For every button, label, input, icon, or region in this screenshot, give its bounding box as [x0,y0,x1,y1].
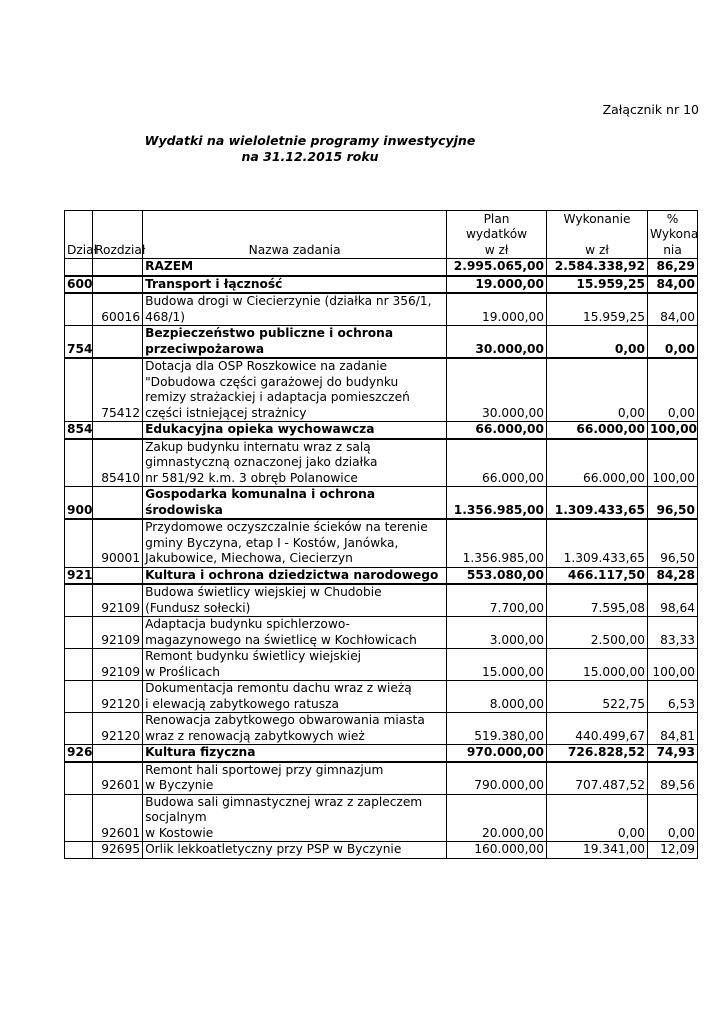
item-wykonanie: 7.595,08 [547,584,648,617]
item-row [65,584,698,617]
section-plan: 970.000,00 [447,745,547,762]
item-row [65,358,698,422]
item-plan: 15.000,00 [447,649,547,681]
section-wykonanie: 15.959,25 [547,276,648,294]
item-plan: 519.380,00 [447,713,547,745]
item-plan: 19.000,00 [447,293,547,326]
item-name: Remont budynku świetlicy wiejskiej w Proślicach [143,649,447,681]
item-name: Budowa świetlicy wiejskiej w Chudobie (Fundusz sołecki) [143,584,447,617]
item-dzial [65,649,93,681]
section-procent: 100,00 [648,422,698,439]
section-rozdzial [93,487,143,520]
item-dzial [65,439,93,487]
item-dzial [65,519,93,567]
item-name: Dotacja dla OSP Roszkowice na zadanie "Dobudowa części garażowej do budynku remizy strażackiej i adaptacja pomieszczeń części istniejącej strażnicy [143,358,447,422]
title-line-2: na 31.12.2015 roku [241,149,379,164]
item-wykonanie: 19.341,00 [547,842,648,859]
item-row [65,681,698,713]
total-wykonanie: 2.584.338,92 [547,259,648,276]
item-dzial [65,794,93,842]
item-procent: 6,53 [648,681,698,713]
section-name: Kultura i ochrona dziedzictwa narodowego [143,567,447,584]
item-wykonanie: 15.000,00 [547,649,648,681]
item-plan: 1.356.985,00 [447,519,547,567]
section-plan: 553.080,00 [447,567,547,584]
section-row [65,276,698,294]
section-wykonanie: 726.828,52 [547,745,648,762]
section-plan: 66.000,00 [447,422,547,439]
item-procent: 84,00 [648,293,698,326]
item-dzial [65,293,93,326]
item-rozdzial: 92109 [93,617,143,649]
item-wykonanie: 707.487,52 [547,762,648,795]
section-plan: 1.356.985,00 [447,487,547,520]
section-wykonanie: 466.117,50 [547,567,648,584]
item-rozdzial: 90001 [93,519,143,567]
item-name: Zakup budynku internatu wraz z salą gimnastyczną oznaczonej jako działka nr 581/92 k.m. 3 obręb Polanowice [143,439,447,487]
item-dzial [65,681,93,713]
table-header-row [65,211,698,259]
item-plan: 7.700,00 [447,584,547,617]
item-row [65,293,698,326]
section-name: Bezpieczeństwo publiczne i ochrona przeciwpożarowa [143,326,447,359]
item-plan: 8.000,00 [447,681,547,713]
header-procent: % Wykona nia [648,211,698,259]
item-wykonanie: 2.500,00 [547,617,648,649]
item-name: Dokumentacja remontu dachu wraz z wieżą i elewacją zabytkowego ratusza [143,681,447,713]
item-name: Budowa sali gimnastycznej wraz z zapleczem socjalnym w Kostowie [143,794,447,842]
header-plan: Plan wydatków w zł [447,211,547,259]
item-rozdzial: 92109 [93,584,143,617]
item-procent: 84,81 [648,713,698,745]
section-dzial: 600 [65,276,93,294]
item-wykonanie: 440.499,67 [547,713,648,745]
item-row [65,762,698,795]
item-procent: 83,33 [648,617,698,649]
item-rozdzial: 85410 [93,439,143,487]
item-row [65,519,698,567]
section-plan: 19.000,00 [447,276,547,294]
total-row [65,259,698,276]
section-name: Kultura fizyczna [143,745,447,762]
section-dzial: 900 [65,487,93,520]
section-procent: 0,00 [648,326,698,359]
item-rozdzial: 92601 [93,762,143,795]
item-procent: 100,00 [648,649,698,681]
item-procent: 96,50 [648,519,698,567]
section-row [65,326,698,359]
section-dzial: 921 [65,567,93,584]
section-wykonanie: 66.000,00 [547,422,648,439]
item-rozdzial: 92695 [93,842,143,859]
document-title [0,133,620,165]
item-row [65,649,698,681]
item-plan: 160.000,00 [447,842,547,859]
item-name: Przydomowe oczyszczalnie ścieków na terenie gminy Byczyna, etap I - Kostów, Janówka, Jakubowice, Miechowa, Ciecierzyn [143,519,447,567]
item-wykonanie: 522,75 [547,681,648,713]
expenditure-table [64,210,698,859]
section-name: Gospodarka komunalna i ochrona środowiska [143,487,447,520]
item-wykonanie: 0,00 [547,794,648,842]
total-name: RAZEM [143,259,447,276]
section-name: Edukacyjna opieka wychowawcza [143,422,447,439]
item-row [65,794,698,842]
item-rozdzial: 92120 [93,681,143,713]
item-rozdzial: 92109 [93,649,143,681]
item-name: Budowa drogi w Ciecierzynie (działka nr 356/1, 468/1) [143,293,447,326]
item-procent: 0,00 [648,358,698,422]
section-procent: 74,93 [648,745,698,762]
item-rozdzial: 75412 [93,358,143,422]
item-wykonanie: 15.959,25 [547,293,648,326]
item-wykonanie: 66.000,00 [547,439,648,487]
item-rozdzial: 60016 [93,293,143,326]
section-rozdzial [93,276,143,294]
item-name: Orlik lekkoatletyczny przy PSP w Byczynie [143,842,447,859]
item-row [65,617,698,649]
item-procent: 12,09 [648,842,698,859]
item-row [65,439,698,487]
section-procent: 96,50 [648,487,698,520]
section-wykonanie: 0,00 [547,326,648,359]
header-dzial: Dział [65,211,93,259]
section-rozdzial [93,326,143,359]
item-name: Adaptacja budynku spichlerzowo- magazynowego na świetlicę w Kochłowicach [143,617,447,649]
header-wykonanie: Wykonanie w zł [547,211,648,259]
section-row [65,487,698,520]
item-name: Remont hali sportowej przy gimnazjum w Byczynie [143,762,447,795]
section-dzial: 754 [65,326,93,359]
item-procent: 0,00 [648,794,698,842]
item-wykonanie: 1.309.433,65 [547,519,648,567]
item-procent: 89,56 [648,762,698,795]
item-rozdzial: 92601 [93,794,143,842]
item-plan: 66.000,00 [447,439,547,487]
item-name: Renowacja zabytkowego obwarowania miasta wraz z renowacją zabytkowych wież [143,713,447,745]
item-plan: 30.000,00 [447,358,547,422]
total-rozdzial [93,259,143,276]
item-dzial [65,762,93,795]
item-plan: 3.000,00 [447,617,547,649]
item-rozdzial: 92120 [93,713,143,745]
section-dzial: 926 [65,745,93,762]
annex-label: Załącznik nr 10 [602,102,699,117]
section-wykonanie: 1.309.433,65 [547,487,648,520]
total-plan: 2.995.065,00 [447,259,547,276]
item-row [65,842,698,859]
section-dzial: 854 [65,422,93,439]
item-dzial [65,617,93,649]
header-rozdzial: Rozdział [93,211,143,259]
section-row [65,422,698,439]
item-dzial [65,584,93,617]
section-row [65,745,698,762]
item-procent: 100,00 [648,439,698,487]
item-row [65,713,698,745]
total-dzial [65,259,93,276]
section-procent: 84,28 [648,567,698,584]
section-rozdzial [93,422,143,439]
item-dzial [65,842,93,859]
section-procent: 84,00 [648,276,698,294]
item-dzial [65,358,93,422]
section-rozdzial [93,567,143,584]
section-name: Transport i łączność [143,276,447,294]
section-plan: 30.000,00 [447,326,547,359]
item-plan: 790.000,00 [447,762,547,795]
header-nazwa: Nazwa zadania [143,211,447,259]
item-dzial [65,713,93,745]
item-plan: 20.000,00 [447,794,547,842]
total-procent: 86,29 [648,259,698,276]
item-procent: 98,64 [648,584,698,617]
section-rozdzial [93,745,143,762]
item-wykonanie: 0,00 [547,358,648,422]
section-row [65,567,698,584]
title-line-1: Wydatki na wieloletnie programy inwestycyjne [144,133,476,148]
